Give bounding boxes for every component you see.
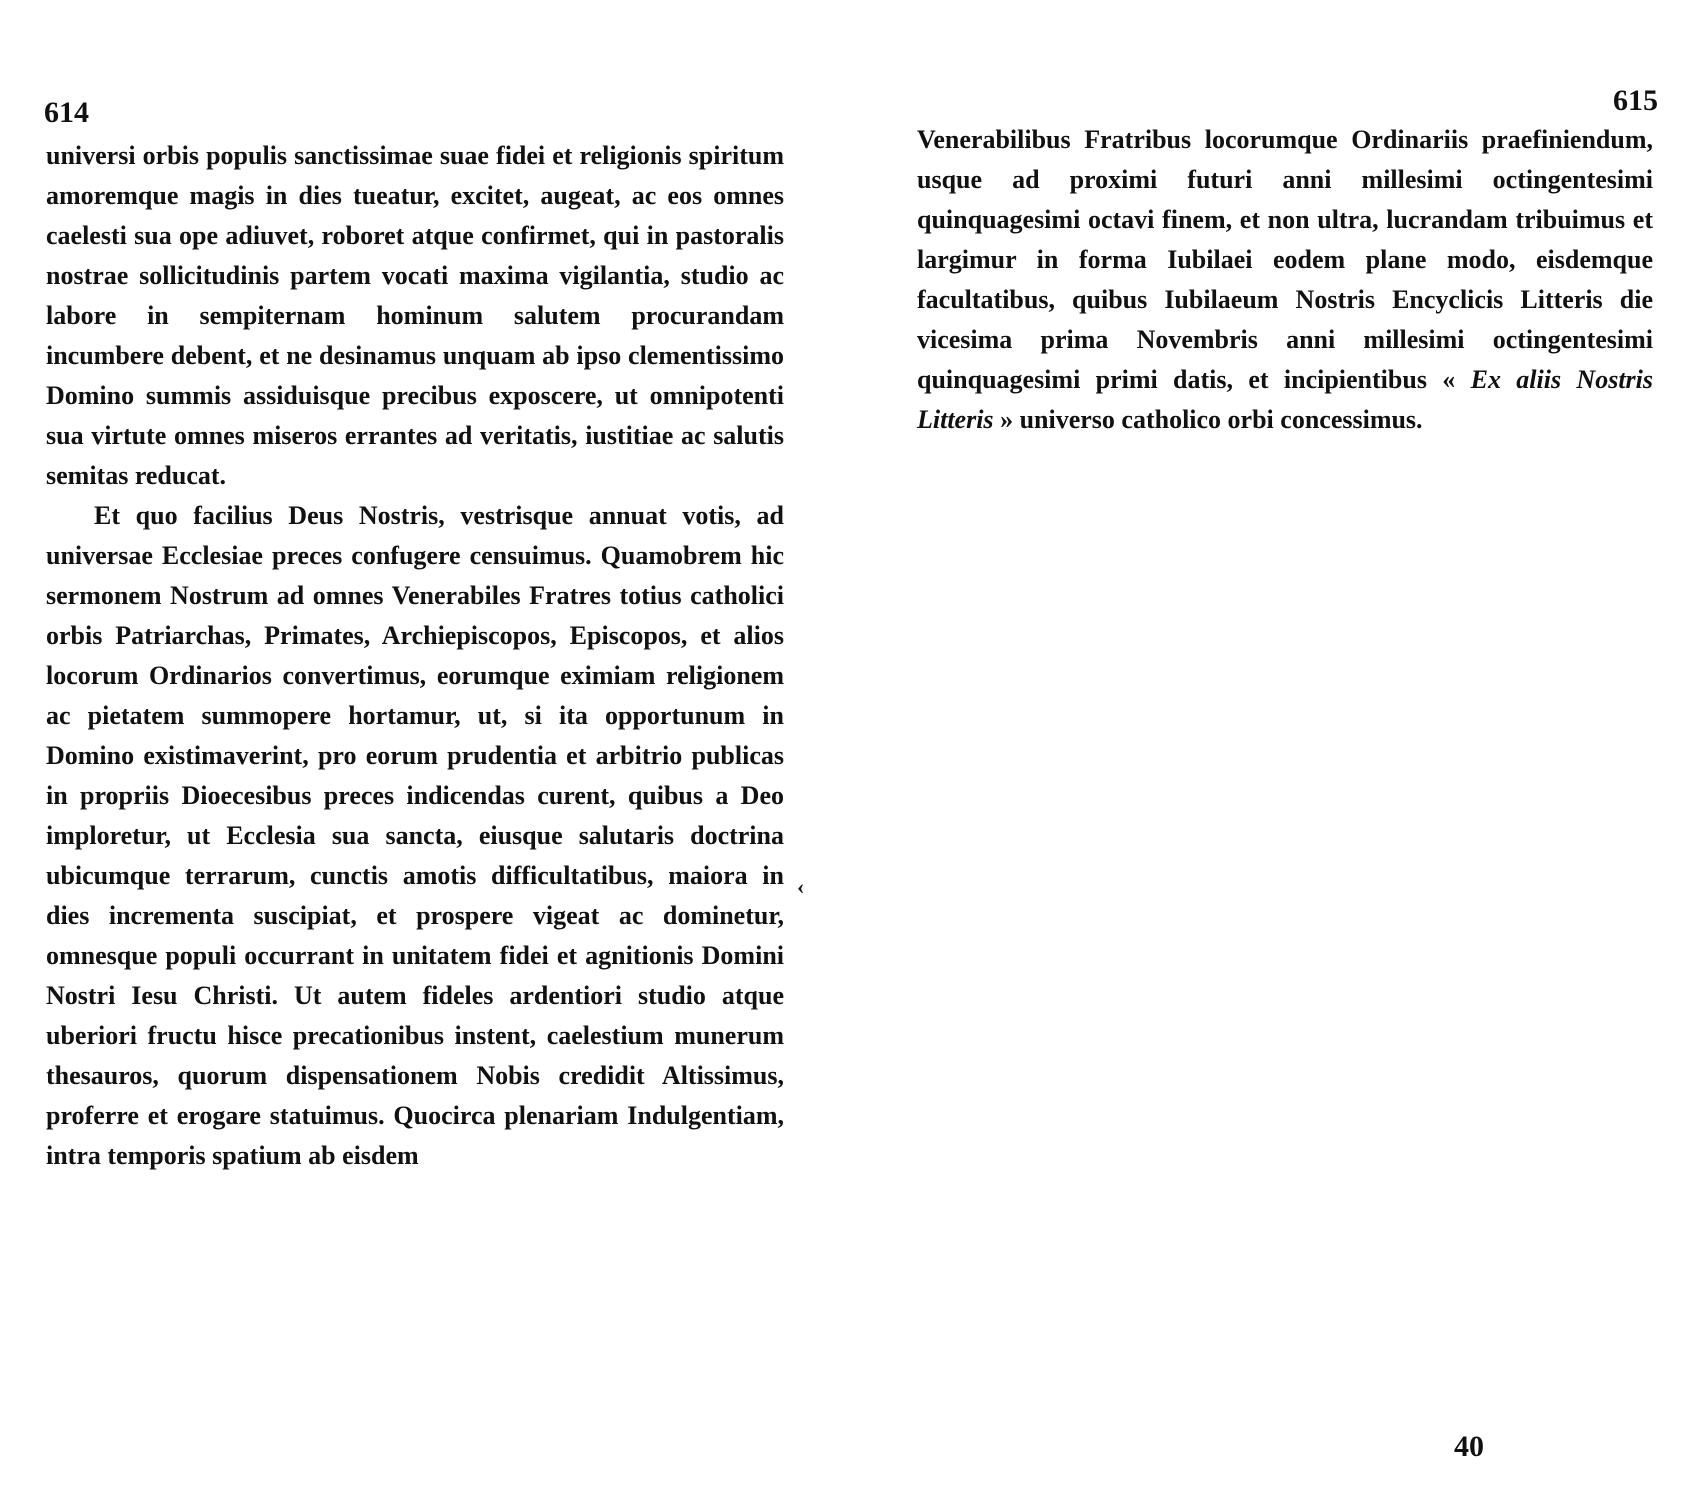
right-paragraph-1 <box>917 120 1653 440</box>
right-page <box>849 0 1698 1500</box>
right-text-after-quote: universo catholico orbi concessimus. <box>1013 405 1423 434</box>
left-paragraph-1: universi orbis populis sanctissimae suae fidei et religionis spiritum amoremque magis in dies tueatur, excitet, augeat, ac eos omnes caelesti sua ope adiuvet, roboret atque confirmet, qui in pastoralis nostrae sollicitudinis partem vocati maxima vigilantia, studio ac labore in sempiternam hominum salutem procurandam incumbere debent, et ne desinamus unquam ab ipso clementissimo Domino summis assiduisque precibus exposcere, ut omnipotenti sua virtute omnes miseros errantes ad veritatis, iustitiae ac salutis semitas reducat. <box>46 141 784 490</box>
right-page-text <box>917 120 1653 440</box>
margin-mark: ‹ <box>797 874 805 899</box>
left-paragraph-2: Et quo facilius Deus Nostris, vestrisque annuat votis, ad universae Ecclesiae preces confugere censuimus. Quamobrem hic sermonem Nostrum ad omnes Venerabiles Fratres totius catholici orbis Patriarchas, Primates, Archiepiscopos, Episcopos, et alios locorum Ordinarios convertimus, eorumque eximiam religionem ac pietatem summopere hortamur, ut, si ita opportunum in Domino existimaverint, pro eorum prudentia et arbitrio publicas in propriis Dioecesibus preces indicendas curent, quibus a Deo imploretur, ut Ecclesia sua sancta, eiusque salutaris doctrina ubicumque terrarum, cunctis amotis difficultatibus, maiora in dies incrementa suscipiat, et prospere vigeat ac dominetur, omnesque populi occurrant in unitatem fidei et agnitionis Domini Nostri Iesu Christi. Ut autem fideles ardentiori studio atque uberiori fructu hisce precationibus instent, caelestium munerum thesauros, quorum dispensationem Nobis credidit Altissimus, proferre et erogare statuimus. Quocirca plenariam Indulgentiam, intra temporis spatium ab eisdem <box>46 501 784 1170</box>
quote-close: » <box>993 405 1014 434</box>
left-page-text <box>46 136 784 1176</box>
right-page-number: 615 <box>1613 84 1658 117</box>
quoted-title: Ex aliis Nostris Litteris <box>917 365 1654 434</box>
left-page-number: 614 <box>44 96 89 129</box>
quote-open: « <box>1442 365 1471 394</box>
signature-mark: 40 <box>1454 1430 1484 1463</box>
right-text-before-quote: Venerabilibus Fratribus locorumque Ordinariis praefiniendum, usque ad proximi futuri anni millesimi octingentesimi quinquagesimi octavi finem, et non ultra, lucrandam tribuimus et largimur in forma Iubilaei eodem plane modo, eisdemque facultatibus, quibus Iubilaeum Nostris Encyclicis Litteris die vicesima prima Novembris anni millesimi octingentesimi quinquagesimi primi datis, et incipientibus <box>917 125 1653 394</box>
